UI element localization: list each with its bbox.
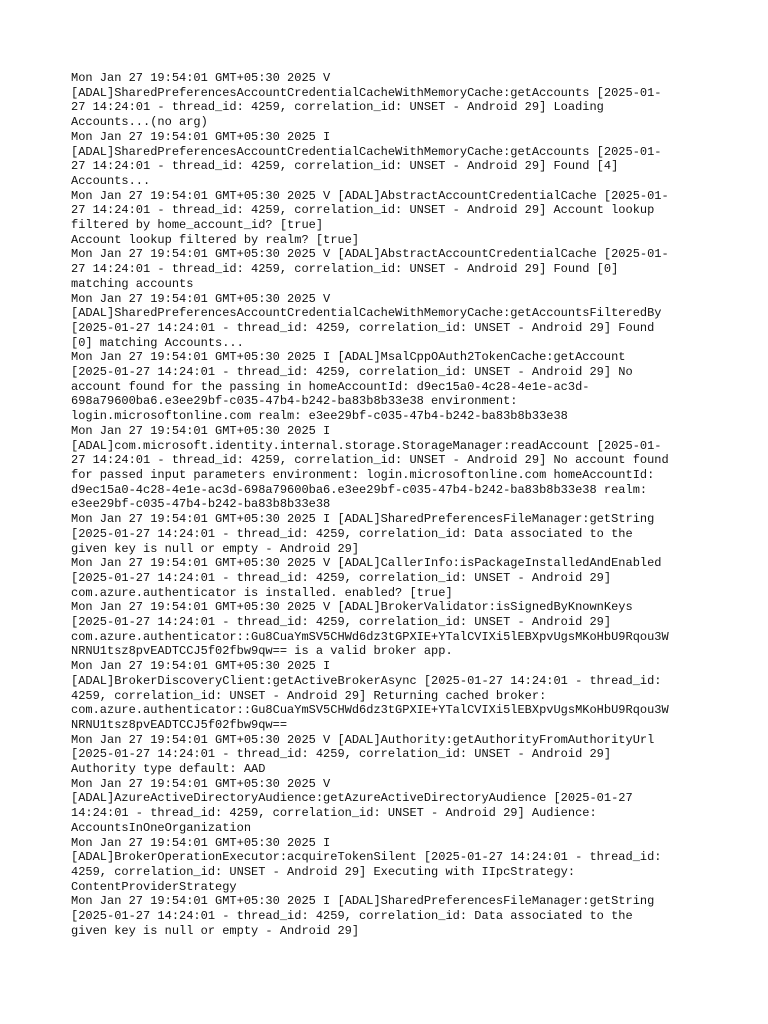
log-line: com.azure.authenticator is installed. enabled? [true] xyxy=(71,585,453,600)
log-line: [ADAL]com.microsoft.identity.internal.storage.StorageManager:readAccount [2025-01- xyxy=(71,438,662,453)
log-line: [ADAL]SharedPreferencesAccountCredentialCacheWithMemoryCache:getAccountsFilteredBy xyxy=(71,306,662,321)
log-line: 27 14:24:01 - thread_id: 4259, correlation_id: UNSET - Android 29] Found [0] xyxy=(71,262,619,277)
log-line: NRNU1tsz8pvEADTCCJ5f02fbw9qw== xyxy=(71,717,288,732)
log-line: [2025-01-27 14:24:01 - thread_id: 4259, correlation_id: UNSET - Android 29] xyxy=(71,570,612,585)
log-line: Mon Jan 27 19:54:01 GMT+05:30 2025 I xyxy=(71,129,331,144)
log-entry xyxy=(71,189,711,248)
log-line: [2025-01-27 14:24:01 - thread_id: 4259, correlation_id: UNSET - Android 29] xyxy=(71,615,612,630)
log-line: Mon Jan 27 19:54:01 GMT+05:30 2025 V [ADAL]CallerInfo:isPackageInstalledAndEnabled xyxy=(71,556,662,571)
log-entry xyxy=(71,130,711,189)
log-line: d9ec15a0-4c28-4e1e-ac3d-698a79600ba6.e3ee29bf-c035-47b4-b242-ba83b8b33e38 realm: xyxy=(71,482,648,497)
log-line: [2025-01-27 14:24:01 - thread_id: 4259, correlation_id: UNSET - Android 29] xyxy=(71,747,612,762)
log-entry xyxy=(71,836,711,895)
log-line: Mon Jan 27 19:54:01 GMT+05:30 2025 I xyxy=(71,835,331,850)
log-line: 4259, correlation_id: UNSET - Android 29] Returning cached broker: xyxy=(71,688,547,703)
log-line: matching accounts xyxy=(71,276,194,291)
log-line: Authority type default: AAD xyxy=(71,762,266,777)
log-line: Account lookup filtered by realm? [true] xyxy=(71,232,360,247)
log-line: given key is null or empty - Android 29] xyxy=(71,923,360,938)
log-line: filtered by home_account_id? [true] xyxy=(71,218,324,233)
log-line: 27 14:24:01 - thread_id: 4259, correlation_id: UNSET - Android 29] No account found xyxy=(71,453,669,468)
log-line: ContentProviderStrategy xyxy=(71,879,237,894)
log-line: com.azure.authenticator::Gu8CuaYmSV5CHWd6dz3tGPXIE+YTalCVIXi5lEBXpvUgsMKoHbU9Rqou3W xyxy=(71,629,669,644)
log-line: account found for the passing in homeAccountId: d9ec15a0-4c28-4e1e-ac3d- xyxy=(71,379,590,394)
log-line: Accounts...(no arg) xyxy=(71,115,208,130)
log-document xyxy=(71,71,711,938)
log-line: [ADAL]AzureActiveDirectoryAudience:getAzureActiveDirectoryAudience [2025-01-27 xyxy=(71,791,633,806)
log-entry xyxy=(71,777,711,836)
log-line: [ADAL]SharedPreferencesAccountCredentialCacheWithMemoryCache:getAccounts [2025-01- xyxy=(71,85,662,100)
log-line: Mon Jan 27 19:54:01 GMT+05:30 2025 I xyxy=(71,659,331,674)
log-line: Mon Jan 27 19:54:01 GMT+05:30 2025 I [ADAL]SharedPreferencesFileManager:getString xyxy=(71,512,655,527)
log-entry xyxy=(71,512,711,556)
log-line: [ADAL]BrokerDiscoveryClient:getActiveBrokerAsync [2025-01-27 14:24:01 - thread_id: xyxy=(71,673,662,688)
log-entry xyxy=(71,556,711,600)
log-line: login.microsoftonline.com realm: e3ee29bf-c035-47b4-b242-ba83b8b33e38 xyxy=(71,409,568,424)
log-line: 27 14:24:01 - thread_id: 4259, correlation_id: UNSET - Android 29] Account lookup xyxy=(71,203,655,218)
log-line: for passed input parameters environment: login.microsoftonline.com homeAccountId: xyxy=(71,467,655,482)
log-line: Mon Jan 27 19:54:01 GMT+05:30 2025 V [ADAL]BrokerValidator:isSignedByKnownKeys xyxy=(71,600,633,615)
log-line: Mon Jan 27 19:54:01 GMT+05:30 2025 V xyxy=(71,776,331,791)
log-entry xyxy=(71,659,711,733)
log-line: [2025-01-27 14:24:01 - thread_id: 4259, correlation_id: UNSET - Android 29] No xyxy=(71,365,633,380)
log-entry xyxy=(71,350,711,424)
log-line: Mon Jan 27 19:54:01 GMT+05:30 2025 I [ADAL]SharedPreferencesFileManager:getString xyxy=(71,894,655,909)
log-entry xyxy=(71,247,711,291)
log-entry xyxy=(71,71,711,130)
log-line: Mon Jan 27 19:54:01 GMT+05:30 2025 I [ADAL]MsalCppOAuth2TokenCache:getAccount xyxy=(71,350,626,365)
log-entry xyxy=(71,600,711,659)
log-line: [ADAL]BrokerOperationExecutor:acquireTokenSilent [2025-01-27 14:24:01 - thread_id: xyxy=(71,850,662,865)
log-entry xyxy=(71,292,711,351)
log-line: Mon Jan 27 19:54:01 GMT+05:30 2025 V xyxy=(71,291,331,306)
log-line: [2025-01-27 14:24:01 - thread_id: 4259, correlation_id: UNSET - Android 29] Found xyxy=(71,320,655,335)
log-line: Mon Jan 27 19:54:01 GMT+05:30 2025 V [ADAL]AbstractAccountCredentialCache [2025-01- xyxy=(71,188,669,203)
log-line: 27 14:24:01 - thread_id: 4259, correlation_id: UNSET - Android 29] Loading xyxy=(71,100,604,115)
log-line: [0] matching Accounts... xyxy=(71,335,244,350)
log-line: [2025-01-27 14:24:01 - thread_id: 4259, correlation_id: Data associated to the xyxy=(71,909,633,924)
log-entry xyxy=(71,733,711,777)
log-entry xyxy=(71,894,711,938)
log-line: Mon Jan 27 19:54:01 GMT+05:30 2025 V xyxy=(71,71,331,85)
log-line: [2025-01-27 14:24:01 - thread_id: 4259, correlation_id: Data associated to the xyxy=(71,526,633,541)
log-line: [ADAL]SharedPreferencesAccountCredentialCacheWithMemoryCache:getAccounts [2025-01- xyxy=(71,144,662,159)
log-line: com.azure.authenticator::Gu8CuaYmSV5CHWd6dz3tGPXIE+YTalCVIXi5lEBXpvUgsMKoHbU9Rqou3W xyxy=(71,703,669,718)
log-line: 27 14:24:01 - thread_id: 4259, correlation_id: UNSET - Android 29] Found [4] xyxy=(71,159,619,174)
log-line: Mon Jan 27 19:54:01 GMT+05:30 2025 I xyxy=(71,423,331,438)
log-line: given key is null or empty - Android 29] xyxy=(71,541,360,556)
log-line: Mon Jan 27 19:54:01 GMT+05:30 2025 V [ADAL]Authority:getAuthorityFromAuthorityUrl xyxy=(71,732,655,747)
log-line: Accounts... xyxy=(71,173,151,188)
log-line: 4259, correlation_id: UNSET - Android 29] Executing with IIpcStrategy: xyxy=(71,864,576,879)
log-line: 698a79600ba6.e3ee29bf-c035-47b4-b242-ba83b8b33e38 environment: xyxy=(71,394,518,409)
log-line: e3ee29bf-c035-47b4-b242-ba83b8b33e38 xyxy=(71,497,331,512)
log-line: Mon Jan 27 19:54:01 GMT+05:30 2025 V [ADAL]AbstractAccountCredentialCache [2025-01- xyxy=(71,247,669,262)
log-entry xyxy=(71,424,711,512)
log-line: AccountsInOneOrganization xyxy=(71,820,252,835)
log-line: 14:24:01 - thread_id: 4259, correlation_id: UNSET - Android 29] Audience: xyxy=(71,806,597,821)
log-line: NRNU1tsz8pvEADTCCJ5f02fbw9qw== is a valid broker app. xyxy=(71,644,453,659)
